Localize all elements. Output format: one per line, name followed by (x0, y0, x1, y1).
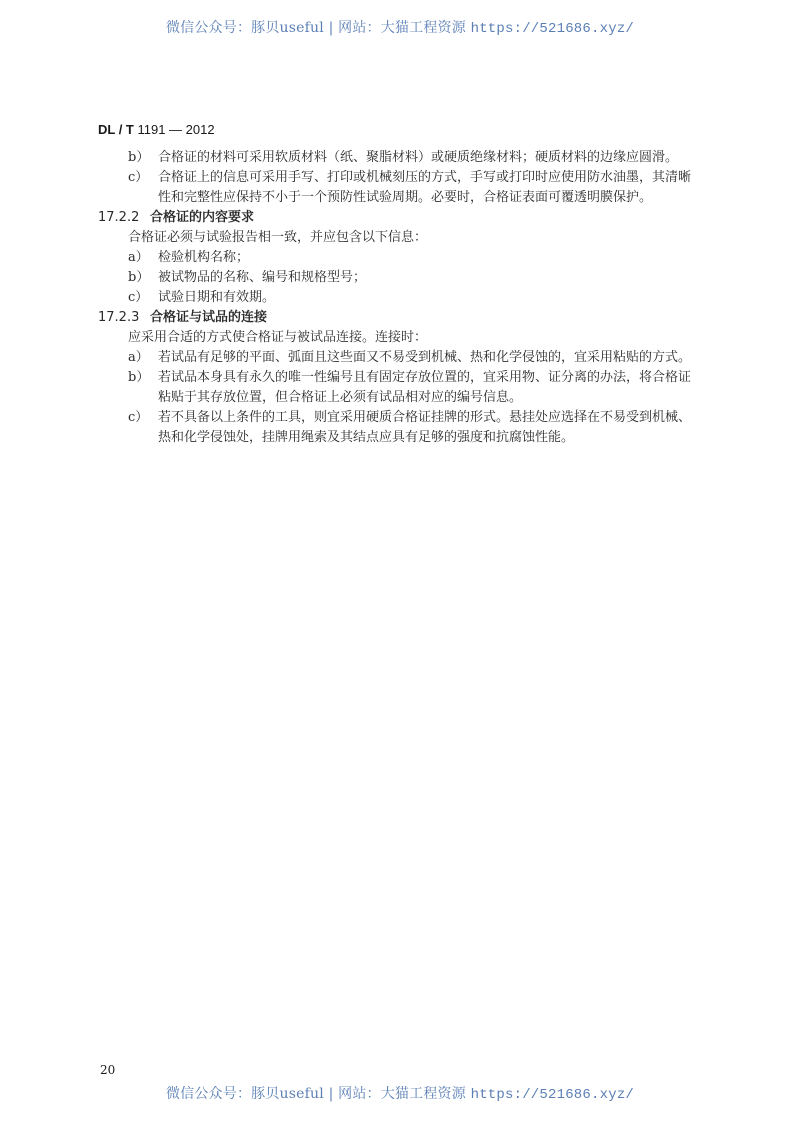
item-text: 检验机构名称； (158, 250, 250, 265)
list-item (98, 288, 738, 308)
item-label: c） (128, 290, 149, 305)
section-intro: 应采用合适的方式使合格证与被试品连接。连接时： (128, 330, 428, 345)
section-intro: 合格证必须与试验报告相一致，并应包含以下信息： (128, 230, 428, 245)
item-label: b） (128, 150, 150, 165)
list-item (98, 168, 738, 188)
section-heading (98, 208, 738, 228)
list-item (98, 368, 738, 388)
item-text-continuation: 性和完整性应保持不小于一个预防性试验周期。必要时，合格证表面可覆透明膜保护。 (158, 190, 653, 205)
document-body (98, 148, 738, 448)
list-item (98, 248, 738, 268)
item-label: b） (128, 370, 150, 385)
item-text: 若试品有足够的平面、弧面且这些面又不易受到机械、热和化学侵蚀的，宜采用粘贴的方式。 (158, 350, 692, 365)
watermark-text: 微信公众号：豚贝useful | 网站：大猫工程资源 (165, 20, 471, 36)
item-text: 若试品本身具有永久的唯一性编号且有固定存放位置的，宜采用物、证分离的办法，将合格证 (158, 370, 692, 385)
standard-number: 1191 — 2012 (137, 122, 215, 137)
item-text-continuation: 热和化学侵蚀处，挂牌用绳索及其结点应具有足够的强度和抗腐蚀性能。 (158, 430, 575, 445)
watermark-text: 微信公众号：豚贝useful | 网站：大猫工程资源 (165, 1086, 471, 1102)
standard-prefix: DL / T (98, 122, 138, 137)
item-label: b） (128, 270, 150, 285)
item-label: a） (128, 250, 149, 265)
watermark-top (0, 17, 800, 37)
standard-header (98, 122, 215, 137)
watermark-bottom (0, 1083, 800, 1103)
item-label: c） (128, 410, 149, 425)
watermark-url: https://521686.xyz/ (470, 21, 635, 37)
item-text: 若不具备以上条件的工具，则宜采用硬质合格证挂牌的形式。悬挂处应选择在不易受到机械、 (158, 410, 692, 425)
item-text: 合格证上的信息可采用手写、打印或机械刻压的方式，手写或打印时应使用防水油墨，其清晰 (158, 170, 692, 185)
list-item (98, 148, 738, 168)
item-label: c） (128, 170, 149, 185)
item-label: a） (128, 350, 149, 365)
section-number: 17.2.2 (98, 210, 140, 225)
list-item (98, 408, 738, 428)
page-number: 20 (100, 1063, 116, 1077)
list-item (98, 348, 738, 368)
section-title: 合格证的内容要求 (150, 210, 255, 225)
section-number: 17.2.3 (98, 310, 140, 325)
item-text: 合格证的材料可采用软质材料（纸、聚脂材料）或硬质绝缘材料；硬质材料的边缘应圆滑。 (158, 150, 679, 165)
section-heading (98, 308, 738, 328)
item-text: 试验日期和有效期。 (158, 290, 276, 305)
item-text-continuation: 粘贴于其存放位置，但合格证上必须有试品相对应的编号信息。 (158, 390, 523, 405)
item-text: 被试物品的名称、编号和规格型号； (158, 270, 367, 285)
list-item (98, 268, 738, 288)
watermark-url: https://521686.xyz/ (470, 1087, 635, 1103)
section-title: 合格证与试品的连接 (150, 310, 268, 325)
